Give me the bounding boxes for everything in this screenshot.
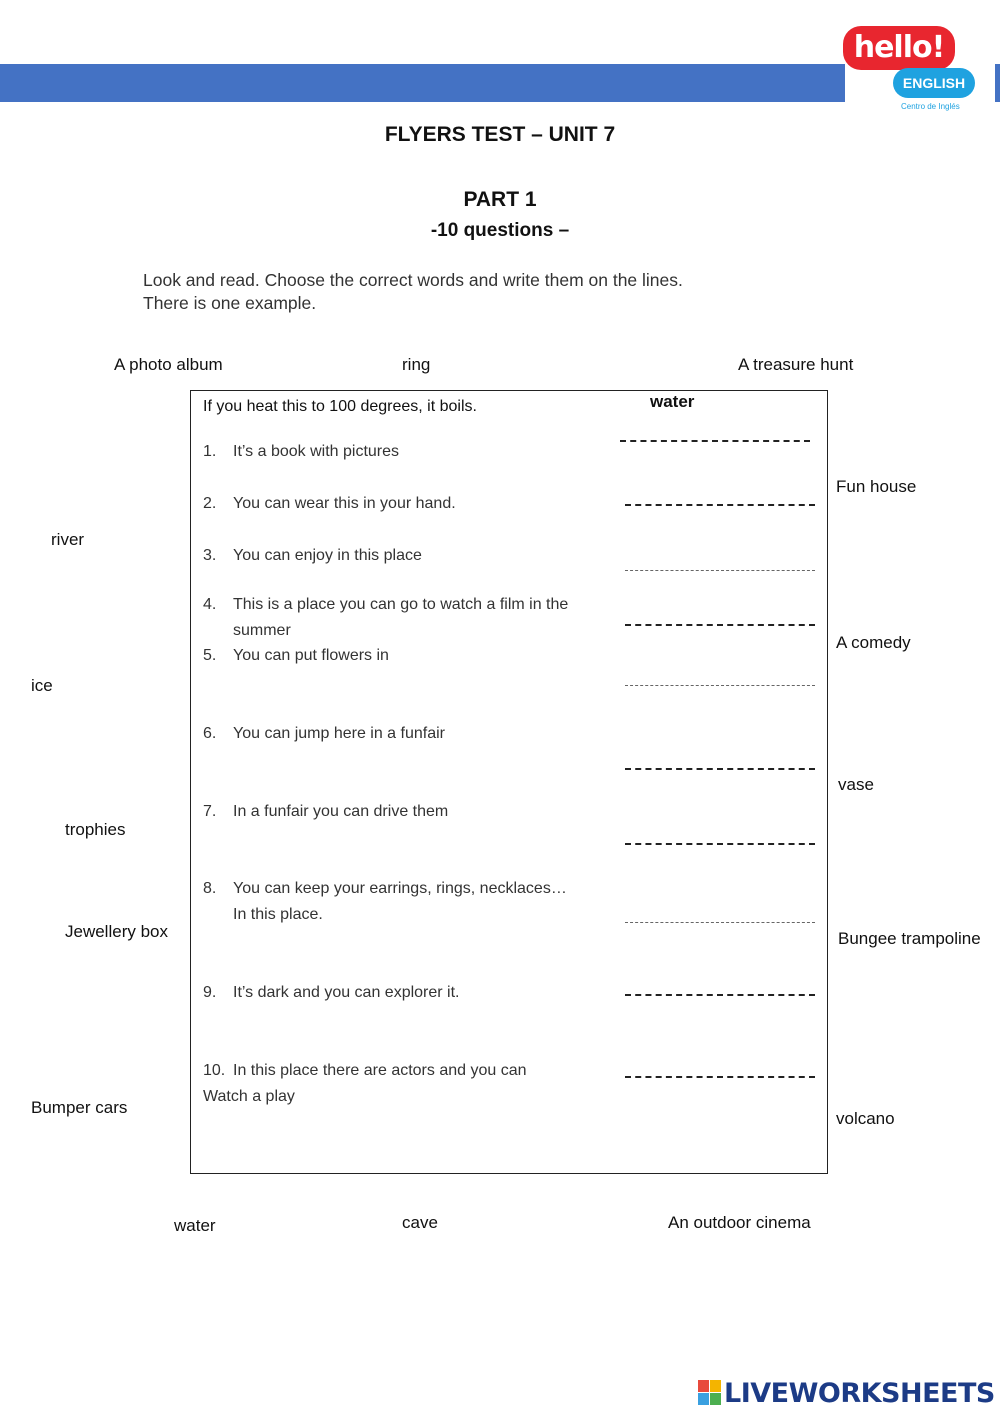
question-number: 7. <box>203 803 217 820</box>
question-text: In a funfair you can drive them <box>233 803 449 820</box>
liveworksheets-text: LIVEWORKSHEETS <box>724 1377 995 1409</box>
question-8 <box>203 876 567 928</box>
word-treasure-hunt: A treasure hunt <box>738 355 854 374</box>
word-bungee-trampoline: Bungee trampoline <box>838 929 981 948</box>
answer-line-9[interactable] <box>625 994 815 996</box>
word-water: water <box>174 1216 216 1235</box>
word-vase: vase <box>838 775 874 794</box>
header-band-edge <box>995 64 1000 102</box>
question-7 <box>203 799 448 825</box>
question-number: 4. <box>203 596 217 613</box>
question-6 <box>203 721 445 747</box>
instructions-line-2: There is one example. <box>143 293 317 313</box>
page-title: FLYERS TEST – UNIT 7 <box>384 123 616 146</box>
answer-line-2[interactable] <box>625 504 815 506</box>
word-volcano: volcano <box>836 1109 895 1128</box>
question-text: You can keep your earrings, rings, necklaces… <box>233 880 567 897</box>
answer-line-5[interactable] <box>625 685 815 686</box>
logo-hello: hello! <box>843 26 955 70</box>
questions-count: -10 questions – <box>430 220 570 241</box>
question-text: You can enjoy in this place <box>233 547 422 564</box>
question-5 <box>203 643 389 669</box>
question-text: You can put flowers in <box>233 647 389 664</box>
word-jewellery-box: Jewellery box <box>65 922 168 941</box>
word-photo-album: A photo album <box>114 355 223 374</box>
question-10 <box>203 1058 527 1110</box>
question-text-cont: In this place. <box>233 906 323 923</box>
answer-line-7[interactable] <box>625 843 815 845</box>
word-river: river <box>51 530 85 549</box>
word-outdoor-cinema: An outdoor cinema <box>668 1213 811 1232</box>
question-3 <box>203 543 422 569</box>
question-number: 3. <box>203 547 217 564</box>
question-text: You can jump here in a funfair <box>233 725 445 742</box>
part-heading: PART 1 <box>463 188 537 211</box>
answer-line-3[interactable] <box>625 570 815 571</box>
word-fun-house: Fun house <box>836 477 917 496</box>
question-number: 8. <box>203 880 217 897</box>
instructions-line-1: Look and read. Choose the correct words and write them on the lines. <box>143 270 683 290</box>
question-number: 10. <box>203 1062 226 1079</box>
example-answer: water <box>650 392 695 411</box>
header-band <box>0 64 845 102</box>
question-text: It’s dark and you can explorer it. <box>233 984 460 1001</box>
question-number: 1. <box>203 443 217 460</box>
question-number: 9. <box>203 984 217 1001</box>
question-1 <box>203 439 399 465</box>
word-ice: ice <box>31 676 53 695</box>
question-4 <box>203 592 568 644</box>
question-text: This is a place you can go to watch a film in the <box>233 596 569 613</box>
answer-line-8[interactable] <box>625 922 815 923</box>
answer-line-4[interactable] <box>625 624 815 626</box>
word-ring: ring <box>402 355 431 374</box>
word-trophies: trophies <box>65 820 126 839</box>
liveworksheets-logo-icon <box>698 1380 722 1406</box>
logo-tagline: Centro de Inglés <box>901 102 960 111</box>
answer-line-6[interactable] <box>625 768 815 770</box>
question-text: You can wear this in your hand. <box>233 495 456 512</box>
question-text: In this place there are actors and you can <box>233 1062 527 1079</box>
question-number: 6. <box>203 725 217 742</box>
liveworksheets-brand <box>698 1378 995 1408</box>
word-bumper-cars: Bumper cars <box>31 1098 128 1117</box>
answer-line-1[interactable] <box>620 440 810 442</box>
question-text-cont: summer <box>233 622 291 639</box>
word-comedy: A comedy <box>836 633 911 652</box>
hello-english-logo <box>843 26 977 116</box>
question-number: 5. <box>203 647 217 664</box>
answer-line-10[interactable] <box>625 1076 815 1078</box>
question-text-cont: Watch a play <box>203 1088 295 1105</box>
question-text: It’s a book with pictures <box>233 443 400 460</box>
example-question: If you heat this to 100 degrees, it boils. <box>203 398 477 415</box>
word-cave: cave <box>402 1213 438 1232</box>
question-number: 2. <box>203 495 217 512</box>
question-2 <box>203 491 456 517</box>
question-9 <box>203 980 460 1006</box>
logo-english: ENGLISH <box>893 68 975 98</box>
